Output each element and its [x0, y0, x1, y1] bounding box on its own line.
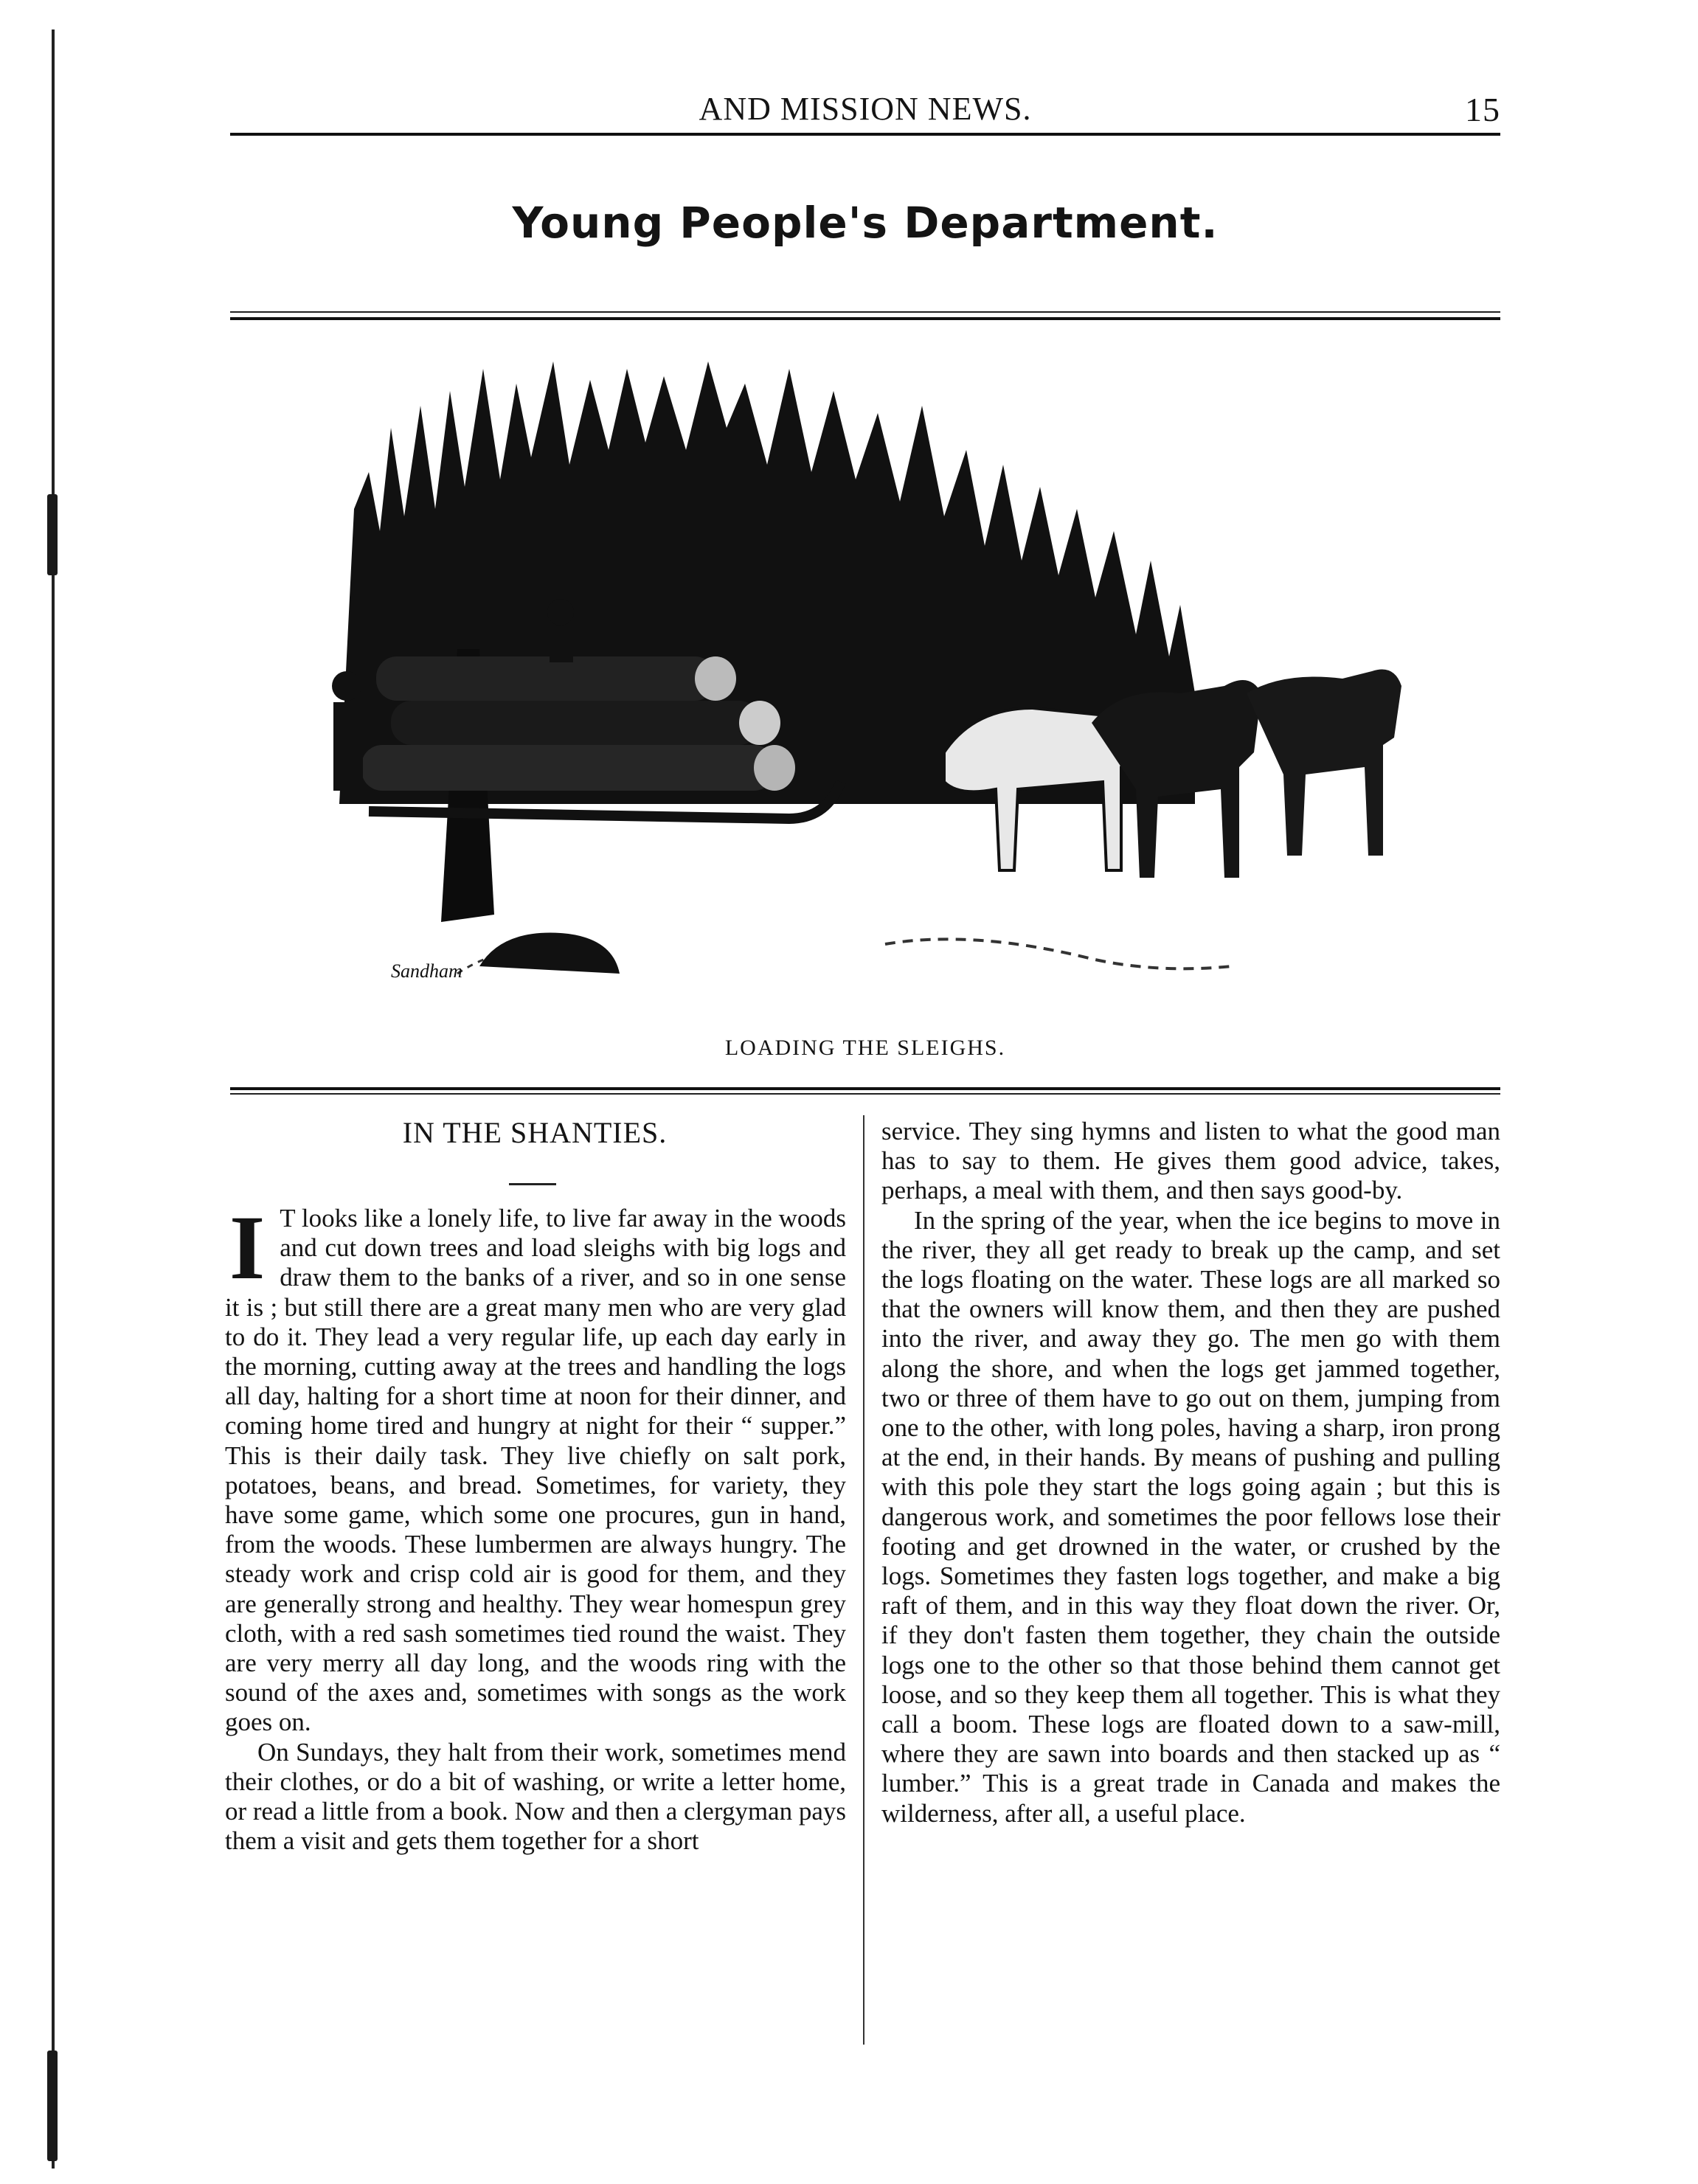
article-title: IN THE SHANTIES.	[402, 1116, 668, 1149]
illustration-top-rule	[230, 311, 1500, 313]
illustration-caption: LOADING THE SLEIGHS.	[724, 1036, 1006, 1060]
running-head	[230, 80, 1500, 131]
article-top-rule-thin	[230, 1093, 1500, 1095]
illustration-top-rule-heavy	[230, 317, 1500, 320]
article-column-right	[881, 1117, 1500, 1828]
binding-mark	[47, 494, 58, 575]
logging-illustration	[310, 339, 1446, 1033]
article-top-rule	[230, 1087, 1500, 1090]
title-dash	[509, 1183, 556, 1185]
tree-stump	[479, 933, 620, 974]
paragraph	[225, 1197, 846, 1738]
worker-on-logs	[547, 599, 574, 662]
column-divider	[863, 1115, 864, 2045]
paragraph: In the spring of the year, when the ice begins to move in the river, they all get ready to break up the camp, and set the logs floating on the water. These logs are all marked so that the owners will know them, and then they are pushed into the river, and away they go. The men go with them along the shore, and when the logs get jammed together, two or three of them have to go out on them, jumping from one to the other, with long poles, having a sharp, iron prong at the end, in their hands. By means of pushing and pulling with this pole they start the logs going again ; but this is dangerous work, and sometimes the poor fellows lose their footing and get drowned in the water, or crushed by the logs. Sometimes they fasten logs together, and make a big raft of them, and in this way they float down the river. Or, if they don't fasten them together, they chain the outside logs one to the other so that those behind them cannot get loose, and so they keep them all together. This is what they call a boom. These logs are floated down to a saw-mill, where they are sawn into boards and then stacked up as “ lumber.” This is a great trade in Canada and makes the wilderness, after all, a useful place.	[881, 1205, 1500, 1828]
log-stack	[361, 656, 795, 791]
binding-line	[52, 30, 55, 2169]
binding-mark	[47, 2050, 58, 2161]
page-number: 15	[1465, 91, 1500, 128]
paragraph-text: T looks like a lonely life, to live far away in the woods and cut down trees and load sleighs with big logs and draw them to the banks of a river, and so in one sense it is ; but still there are a great many men who are very glad to do it. They lead a very regular life, up each day early in the morning, cutting away at the trees and handling the logs all day, halting for a short time at noon for their dinner, and coming home tired and hungry at night for their “ supper.” This is their daily task. They live chiefly on salt pork, potatoes, beans, and bread. Sometimes, for variety, they have some game, which some one procures, gun in hand, from the woods. These lumbermen are always hungry. The steady work and crisp cold air is good for them, and they are generally strong and healthy. They wear homespun grey cloth, with a red sash sometimes tied round the waist. They are very merry all day long, and the woods ring with the sound of the axes and, sometimes with songs as the work goes on.	[225, 1204, 846, 1737]
paragraph: service. They sing hymns and listen to what the good man has to say to them. He gives them good advice, takes, perhaps, a meal with them, and then says good-by.	[881, 1117, 1500, 1205]
snow-tracks	[885, 939, 1232, 968]
running-title: AND MISSION NEWS.	[699, 91, 1032, 127]
worker-left	[332, 671, 363, 791]
article-column-left	[225, 1197, 846, 1856]
header-rule	[230, 133, 1500, 136]
department-title: Young People's Department.	[512, 198, 1219, 248]
artist-signature: Sandham	[391, 960, 462, 982]
paragraph: On Sundays, they halt from their work, sometimes mend their clothes, or do a bit of washing, or write a letter home, or read a little from a book. Now and then a clergyman pays them a visit and gets them together for a short	[225, 1737, 846, 1856]
drop-cap: I	[225, 1207, 269, 1289]
